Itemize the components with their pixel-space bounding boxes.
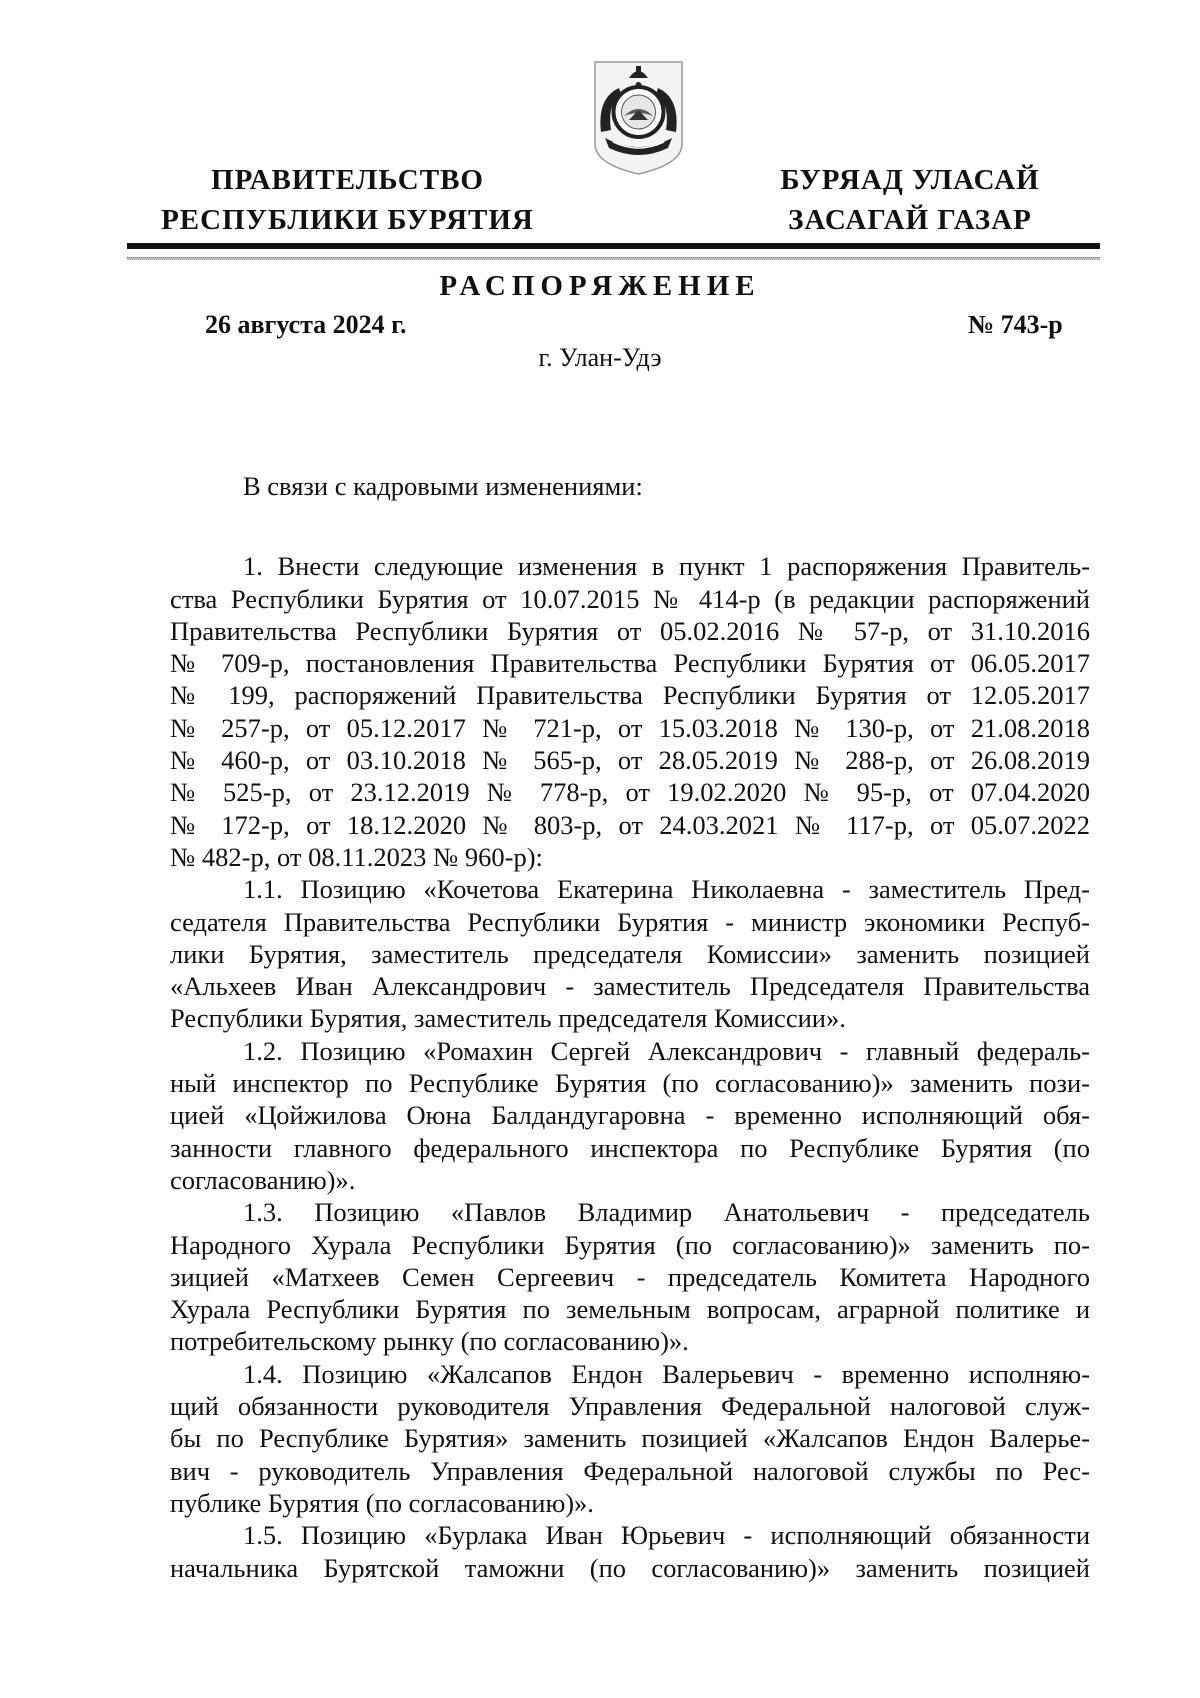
text-line: № 482-р, от 08.11.2023 № 960-р): (170, 841, 543, 872)
text-line: 1.5. Позицию «Бурлака Иван Юрьевич - исполняющий обязанности (243, 1520, 1090, 1551)
paragraph-spacer (170, 502, 1090, 550)
text-line: 1.1. Позицию «Кочетова Екатерина Николаевна - заместитель Пред- (243, 874, 1090, 905)
text-line: щий обязанности руководителя Управления Федеральной налоговой служ- (170, 1391, 1090, 1422)
text-line: седателя Правительства Республики Бурятия - министр экономики Респуб- (170, 906, 1090, 937)
document-body (170, 470, 1090, 1584)
header-divider-thick (127, 243, 1100, 249)
org-line: РЕСПУБЛИКИ БУРЯТИЯ (161, 204, 534, 236)
text-line: № 525-р, от 23.12.2019 № 778-р, от 19.02.2020 № 95-р, от 07.04.2020 (170, 777, 1090, 808)
text-line: № 172-р, от 18.12.2020 № 803-р, от 24.03.2021 № 117-р, от 05.07.2022 (170, 809, 1090, 840)
header-divider-thin (127, 257, 1100, 260)
text-line: № 709-р, постановления Правительства Республики Бурятия от 06.05.2017 (170, 648, 1090, 679)
document-number: № 743-р (968, 310, 1063, 339)
text-line: Правительства Республики Бурятия от 05.02.2016 № 57-р, от 31.10.2016 (170, 615, 1090, 646)
paragraph-1-3 (170, 1196, 1090, 1357)
text-line: публике Бурятия (по согласованию)». (170, 1487, 594, 1518)
document-date: 26 августа 2024 г. (205, 310, 407, 339)
text-line: № 460-р, от 03.10.2018 № 565-р, от 28.05.2019 № 288-р, от 26.08.2019 (170, 745, 1090, 776)
intro-line: В связи с кадровыми изменениями: (243, 471, 643, 501)
paragraph-1 (170, 550, 1090, 873)
org-line: ПРАВИТЕЛЬСТВО (211, 164, 484, 196)
document-place: г. Улан-Удэ (538, 343, 662, 372)
paragraph-1-2 (170, 1035, 1090, 1196)
text-line: Республики Бурятия, заместитель председателя Комиссии». (170, 1003, 846, 1034)
text-line: 1.4. Позицию «Жалсапов Ендон Валерьевич - временно исполняю- (243, 1358, 1090, 1389)
text-line: бы по Республике Бурятия» заменить позицией «Жалсапов Ендон Валерье- (170, 1423, 1090, 1454)
paragraph-1-4 (170, 1358, 1090, 1519)
org-name-buryat (745, 160, 1075, 240)
org-name-russian (150, 160, 545, 240)
text-line: № 257-р, от 05.12.2017 № 721-р, от 15.03.2018 № 130-р, от 21.08.2018 (170, 712, 1090, 743)
text-line: «Альхеев Иван Александрович - заместитель Председателя Правительства (170, 971, 1090, 1002)
text-line: потребительскому рынку (по согласованию)». (170, 1326, 689, 1357)
text-line: 1.2. Позицию «Ромахин Сергей Александрович - главный федераль- (243, 1035, 1090, 1066)
text-line: начальника Бурятской таможни (по согласованию)» заменить позицией (170, 1552, 1090, 1583)
text-line: ства Республики Бурятия от 10.07.2015 № 414-р (в редакции распоряжений (170, 583, 1090, 614)
text-line: ный инспектор по Республике Бурятия (по согласованию)» заменить пози- (170, 1068, 1090, 1099)
coat-of-arms-icon (591, 58, 686, 176)
text-line: лики Бурятия, заместитель председателя Комиссии» заменить позицией (170, 938, 1090, 969)
org-line: БУРЯАД УЛАСАЙ (780, 164, 1040, 196)
text-line: согласованию)». (170, 1164, 356, 1195)
text-line: 1. Внести следующие изменения в пункт 1 распоряжения Правитель- (243, 551, 1090, 582)
text-line: вич - руководитель Управления Федеральной налоговой службы по Рес- (170, 1455, 1090, 1486)
document-title: РАСПОРЯЖЕНИЕ (439, 270, 761, 302)
text-line: № 199, распоряжений Правительства Республики Бурятия от 12.05.2017 (170, 680, 1090, 711)
org-line: ЗАСАГАЙ ГАЗАР (788, 204, 1032, 236)
text-line: 1.3. Позицию «Павлов Владимир Анатольевич - председатель (243, 1197, 1090, 1228)
text-line: Народного Хурала Республики Бурятия (по согласованию)» заменить по- (170, 1229, 1090, 1260)
paragraph-1-5 (170, 1519, 1090, 1584)
text-line: Хурала Республики Бурятия по земельным вопросам, аграрной политике и (170, 1294, 1090, 1325)
text-line: зицией «Матхеев Семен Сергеевич - председатель Комитета Народного (170, 1261, 1090, 1292)
text-line: цией «Цойжилова Оюна Балдандугаровна - временно исполняющий обя- (170, 1100, 1090, 1131)
paragraph-1-1 (170, 873, 1090, 1034)
text-line: занности главного федерального инспектора по Республике Бурятия (по (170, 1132, 1090, 1163)
